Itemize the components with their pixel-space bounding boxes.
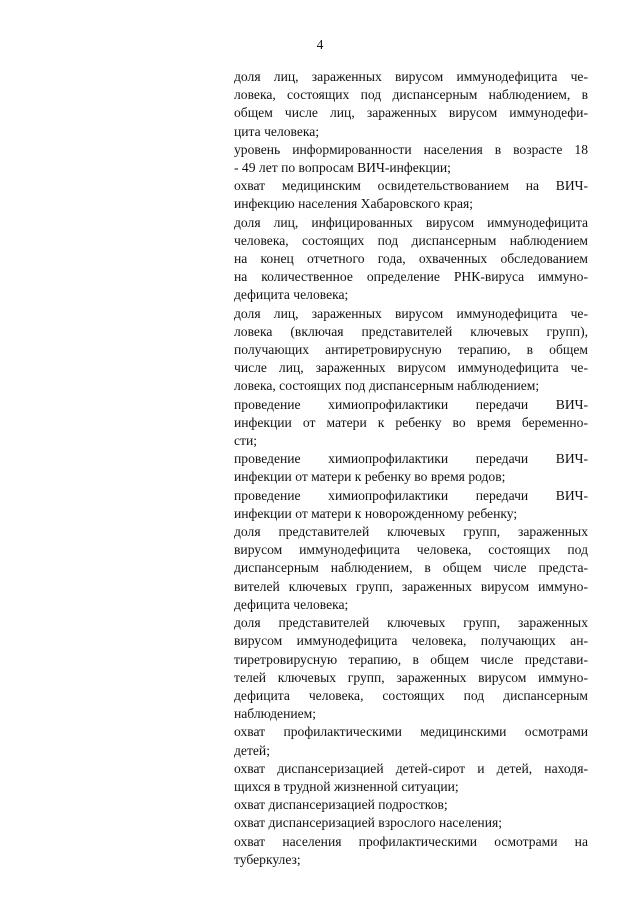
text-line: инфекции от матери к ребенку во время беременно- <box>234 414 588 430</box>
text-line: получающих антиретровирусную терапию, в общем <box>234 342 588 358</box>
text-line: ловека (включая представителей ключевых групп), <box>234 323 588 339</box>
text-line: щихся в трудной жизненной ситуации; <box>234 778 459 794</box>
text-line: числе лиц, зараженных вирусом иммунодефицита че- <box>234 360 588 376</box>
text-line: охват населения профилактическими осмотрами на <box>234 833 588 849</box>
paragraph-9 <box>234 523 588 614</box>
text-line: дефицита человека; <box>234 287 349 303</box>
paragraph-15 <box>234 833 588 869</box>
text-line: диспансерным наблюдением, в общем числе предста- <box>234 560 588 576</box>
document-body <box>234 68 588 869</box>
text-line: на количественное определение РНК-вируса иммуно- <box>234 269 588 285</box>
text-line: доля представителей ключевых групп, зараженных <box>234 615 588 631</box>
paragraph-8 <box>234 487 588 523</box>
paragraph-4 <box>234 214 588 305</box>
paragraph-2 <box>234 141 588 177</box>
text-line: инфекции от матери к новорожденному ребенку; <box>234 505 518 521</box>
paragraph-6 <box>234 396 588 451</box>
text-line: охват диспансеризацией детей-сирот и детей, находя- <box>234 760 588 776</box>
paragraph-14 <box>234 814 588 832</box>
text-line: наблюдением; <box>234 706 317 722</box>
paragraph-12 <box>234 760 588 796</box>
paragraph-5 <box>234 305 588 396</box>
text-line: уровень информированности населения в возрасте 18 <box>234 141 588 157</box>
paragraph-1 <box>234 68 588 141</box>
paragraph-10 <box>234 614 588 723</box>
paragraph-3 <box>234 177 588 213</box>
text-line: проведение химиопрофилактики передачи ВИЧ- <box>234 487 588 503</box>
text-line: доля лиц, зараженных вирусом иммунодефицита че- <box>234 69 588 84</box>
paragraph-13 <box>234 796 588 814</box>
page-number: 4 <box>316 37 324 52</box>
text-line: ловека, состоящих под диспансерным наблюдением; <box>234 378 540 394</box>
text-line: охват диспансеризацией подростков; <box>234 797 448 813</box>
text-line: вирусом иммунодефицита человека, получающих ан- <box>234 633 588 649</box>
text-line: проведение химиопрофилактики передачи ВИЧ- <box>234 396 588 412</box>
text-line: инфекции от матери к ребенку во время родов; <box>234 469 506 485</box>
text-line: дефицита человека; <box>234 596 349 612</box>
text-line: человека, состоящих под диспансерным наблюдением <box>234 232 588 248</box>
text-line: телей ключевых групп, зараженных вирусом иммуно- <box>234 669 588 685</box>
text-line: дефицита человека, состоящих под диспансерным <box>234 687 588 703</box>
text-line: детей; <box>234 742 270 758</box>
text-line: - 49 лет по вопросам ВИЧ-инфекции; <box>234 160 451 176</box>
text-line: охват профилактическими медицинскими осмотрами <box>234 724 588 740</box>
text-line: инфекцию населения Хабаровского края; <box>234 196 474 212</box>
text-line: доля лиц, зараженных вирусом иммунодефицита че- <box>234 305 588 321</box>
text-line: ловека, состоящих под диспансерным наблюдением, в <box>234 87 588 103</box>
paragraph-7 <box>234 450 588 486</box>
text-line: сти; <box>234 433 258 449</box>
text-line: охват медицинским освидетельствованием на ВИЧ- <box>234 178 588 194</box>
text-line: вителей ключевых групп, зараженных вирусом иммуно- <box>234 578 588 594</box>
text-line: охват диспансеризацией взрослого населения; <box>234 815 502 831</box>
text-line: доля лиц, инфицированных вирусом иммунодефицита <box>234 214 588 230</box>
text-line: туберкулез; <box>234 851 301 867</box>
paragraph-11 <box>234 723 588 759</box>
text-line: тиретровирусную терапию, в общем числе представи- <box>234 651 588 667</box>
text-line: общем числе лиц, зараженных вирусом иммунодефи- <box>234 105 588 121</box>
text-line: доля представителей ключевых групп, зараженных <box>234 524 588 540</box>
text-line: цита человека; <box>234 123 320 139</box>
text-line: проведение химиопрофилактики передачи ВИЧ- <box>234 451 588 467</box>
text-line: вирусом иммунодефицита человека, состоящих под <box>234 542 588 558</box>
text-line: на конец отчетного года, охваченных обследованием <box>234 251 588 267</box>
